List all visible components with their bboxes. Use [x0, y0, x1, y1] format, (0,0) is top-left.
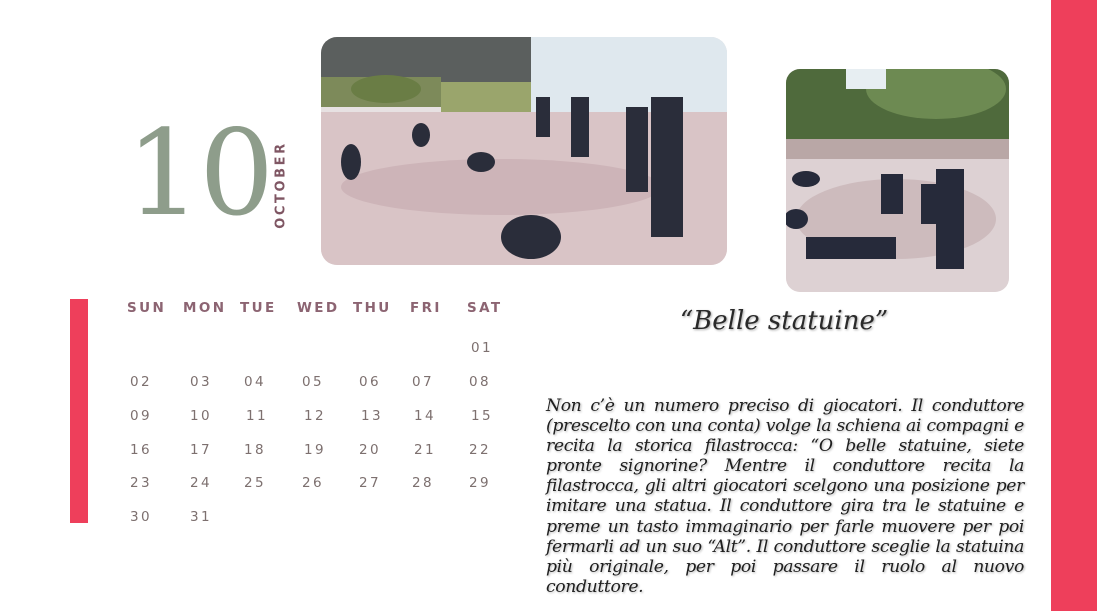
- calendar-day: 15: [471, 408, 493, 424]
- calendar-day: 11: [246, 408, 268, 424]
- calendar-day: 31: [190, 509, 212, 525]
- calendar-day: 19: [304, 442, 326, 458]
- weekday-wed: WED: [297, 300, 340, 316]
- calendar-day: 03: [190, 374, 212, 390]
- calendar-day: 18: [244, 442, 266, 458]
- calendar-day: 06: [359, 374, 381, 390]
- calendar-day: 07: [412, 374, 434, 390]
- weekday-sun: SUN: [127, 300, 167, 316]
- weekday-fri: FRI: [410, 300, 442, 316]
- weekday-mon: MON: [183, 300, 227, 316]
- month-label: OCTOBER: [273, 141, 289, 229]
- left-accent-bar: [70, 299, 88, 523]
- game-description: Non c’è un numero preciso di giocatori. Il conduttore (prescelto con una conta) volge la schiena ai compagni e recita la storica filastrocca: “O belle statuine, siete pronte signorine? Mentre il conduttore recita la filastrocca, gli altri giocatori scelgono una posizione per imitare una statua. Il conduttore gira tra le statuine e preme un tasto immaginario per farle muovere per poi fermarli ad un suo “Alt”. Il conduttore sceglie la statuina più originale, per poi passare il ruolo al nuovo conduttore.: [546, 396, 1024, 597]
- day-number: 10: [126, 104, 273, 242]
- weekday-thu: THU: [353, 300, 392, 316]
- calendar-day: 29: [469, 475, 491, 491]
- calendar-day: 08: [469, 374, 491, 390]
- calendar-day: 22: [469, 442, 491, 458]
- calendar-day: 12: [304, 408, 326, 424]
- calendar-day: 21: [414, 442, 436, 458]
- weekday-tue: TUE: [240, 300, 277, 316]
- calendar-day: 01: [471, 340, 493, 356]
- calendar-day: 10: [190, 408, 212, 424]
- game-title: “Belle statuine”: [679, 306, 889, 336]
- calendar-day: 26: [302, 475, 324, 491]
- calendar-day: 28: [412, 475, 434, 491]
- calendar-day: 17: [190, 442, 212, 458]
- calendar-day: 23: [130, 475, 152, 491]
- calendar-day: 13: [361, 408, 383, 424]
- calendar-day: 02: [130, 374, 152, 390]
- calendar-day: 09: [130, 408, 152, 424]
- right-accent-bar: [1051, 0, 1097, 611]
- calendar-day: 04: [244, 374, 266, 390]
- calendar-day: 05: [302, 374, 324, 390]
- weekday-sat: SAT: [467, 300, 503, 316]
- calendar-day: 24: [190, 475, 212, 491]
- calendar-day: 27: [359, 475, 381, 491]
- photo-garden: [786, 69, 1009, 292]
- photo-courtyard: [321, 37, 727, 265]
- calendar-day: 20: [359, 442, 381, 458]
- calendar-day: 14: [414, 408, 436, 424]
- calendar-day: 16: [130, 442, 152, 458]
- calendar-day: 30: [130, 509, 152, 525]
- calendar-day: 25: [244, 475, 266, 491]
